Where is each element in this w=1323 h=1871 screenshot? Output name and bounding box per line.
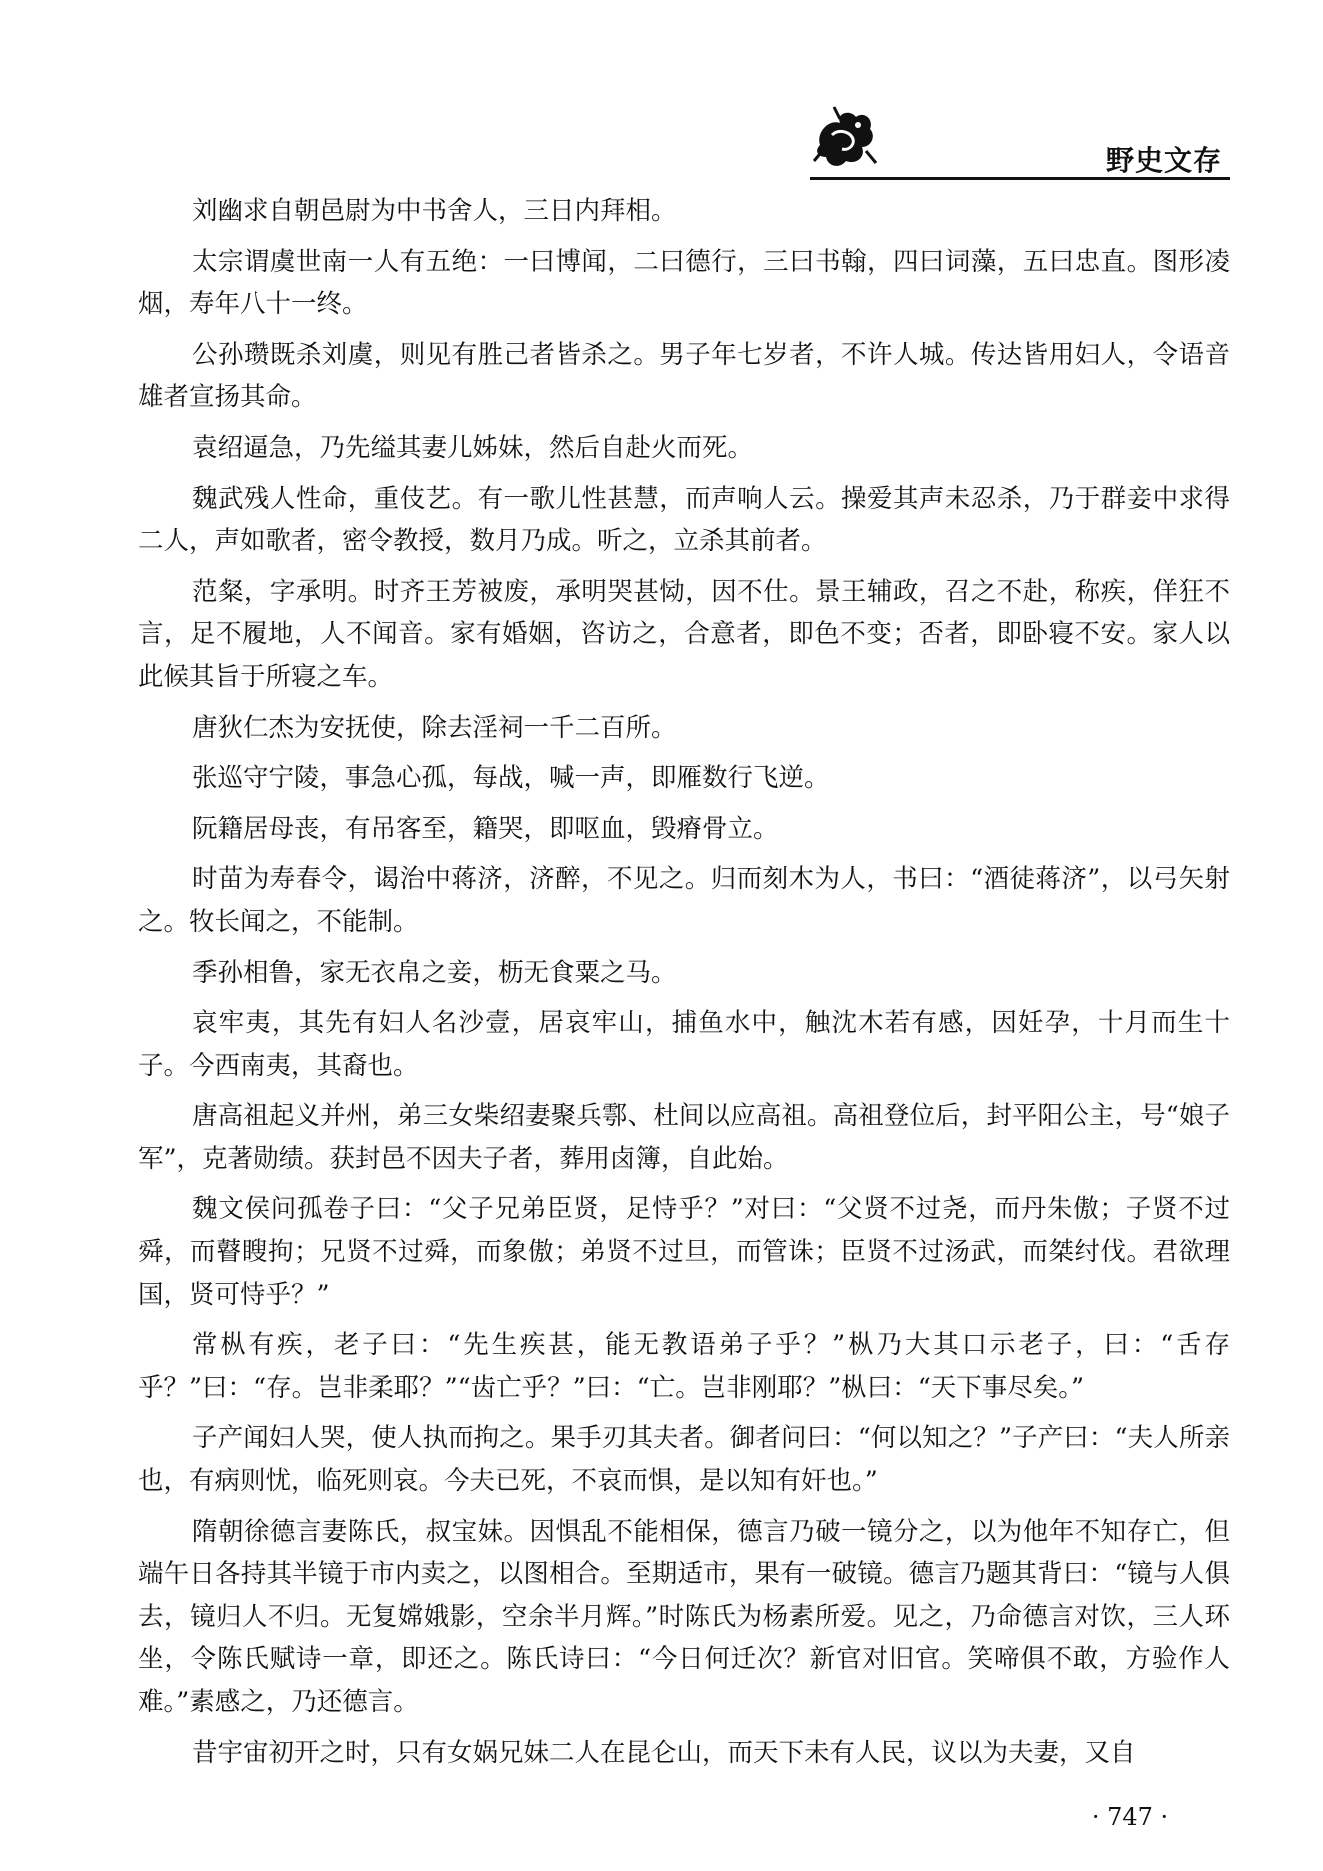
header-rule <box>810 177 1230 180</box>
body-text <box>138 190 1230 1782</box>
paragraph: 魏武残人性命，重伎艺。有一歌儿性甚慧，而声响人云。操爱其声未忍杀，乃于群妾中求得二人，声如歌者，密令教授，数月乃成。听之，立杀其前者。 <box>138 483 1230 557</box>
paragraph: 魏文侯问孤卷子曰：“父子兄弟臣贤，足恃乎？”对曰：“父贤不过尧，而丹朱傲；子贤不过舜，而瞽瞍拘；兄贤不过舜，而象傲；弟贤不过旦，而管诛；臣贤不过汤武，而桀纣伐。君欲理国，贤可恃乎？” <box>138 1194 1230 1310</box>
paragraph: 子产闻妇人哭，使人执而拘之。果手刃其夫者。御者问曰：“何以知之？”子产曰：“夫人所亲也，有病则忧，临死则哀。今夫已死，不哀而惧，是以知有奸也。” <box>138 1423 1230 1497</box>
paragraph: 时苗为寿春令，谒治中蒋济，济醉，不见之。归而刻木为人，书曰：“酒徒蒋济”，以弓矢射之。牧长闻之，不能制。 <box>138 864 1230 937</box>
paragraph: 公孙瓒既杀刘虞，则见有胜己者皆杀之。男子年七岁者，不许人城。传达皆用妇人，令语音雄者宣扬其命。 <box>138 339 1230 413</box>
paragraph: 昔宇宙初开之时，只有女娲兄妹二人在昆仑山，而天下未有人民，议以为夫妻，又自 <box>192 1737 1136 1768</box>
paragraph: 唐高祖起义并州，弟三女柴绍妻聚兵鄠、杜间以应高祖。高祖登位后，封平阳公主，号“娘子军”，克著勋绩。获封邑不因夫子者，葬用卤簿，自此始。 <box>138 1101 1230 1174</box>
paragraph: 袁绍逼急，乃先缢其妻儿姊妹，然后自赴火而死。 <box>192 432 754 463</box>
paragraph: 常枞有疾，老子曰：“先生疾甚，能无教语弟子乎？”枞乃大其口示老子，曰：“舌存乎？”曰：“存。岂非柔耶？”“齿亡乎？”曰：“亡。岂非刚耶？”枞曰：“天下事尽矣。” <box>138 1330 1230 1403</box>
paragraph: 唐狄仁杰为安抚使，除去淫祠一千二百所。 <box>192 712 677 743</box>
paragraph: 哀牢夷，其先有妇人名沙壹，居哀牢山，捕鱼水中，触沈木若有感，因妊孕，十月而生十子。今西南夷，其裔也。 <box>138 1008 1230 1081</box>
dragon-emblem-icon <box>810 105 880 175</box>
paragraph: 季孙相鲁，家无衣帛之妾，枥无食粟之马。 <box>192 957 677 988</box>
paragraph: 隋朝徐德言妻陈氏，叔宝妹。因惧乱不能相保，德言乃破一镜分之，以为他年不知存亡，但端午日各持其半镜于市内卖之，以图相合。至期适市，果有一破镜。德言乃题其背曰：“镜与人俱去，镜归人不归。无复嫦娥影，空余半月辉。”时陈氏为杨素所爱。见之，乃命德言对饮，三人环坐，令陈氏赋诗一章，即还之。陈氏诗曰：“今日何迁次？新官对旧官。笑啼俱不敢，方验作人难。”素感之，乃还德言。 <box>138 1516 1230 1717</box>
paragraph: 张巡守宁陵，事急心孤，每战，喊一声，即雁数行飞逆。 <box>192 763 830 794</box>
paragraph: 范粲，字承明。时齐王芳被废，承明哭甚恸，因不仕。景王辅政，召之不赴，称疾，佯狂不言，足不履地，人不闻音。家有婚姻，咨访之，合意者，即色不变；否者，即卧寝不安。家人以此候其旨于所寝之车。 <box>138 576 1230 692</box>
paragraph: 刘幽求自朝邑尉为中书舍人，三日内拜相。 <box>192 196 677 226</box>
running-header-title: 野史文存 <box>1105 144 1222 177</box>
running-header <box>810 105 1230 185</box>
paragraph: 太宗谓虞世南一人有五绝：一曰博闻，二曰德行，三曰书翰，四曰词藻，五曰忠直。图形凌烟，寿年八十一终。 <box>138 246 1230 320</box>
page-number: · 747 · <box>1091 1803 1169 1831</box>
paragraph: 阮籍居母丧，有吊客至，籍哭，即呕血，毁瘠骨立。 <box>192 813 779 844</box>
